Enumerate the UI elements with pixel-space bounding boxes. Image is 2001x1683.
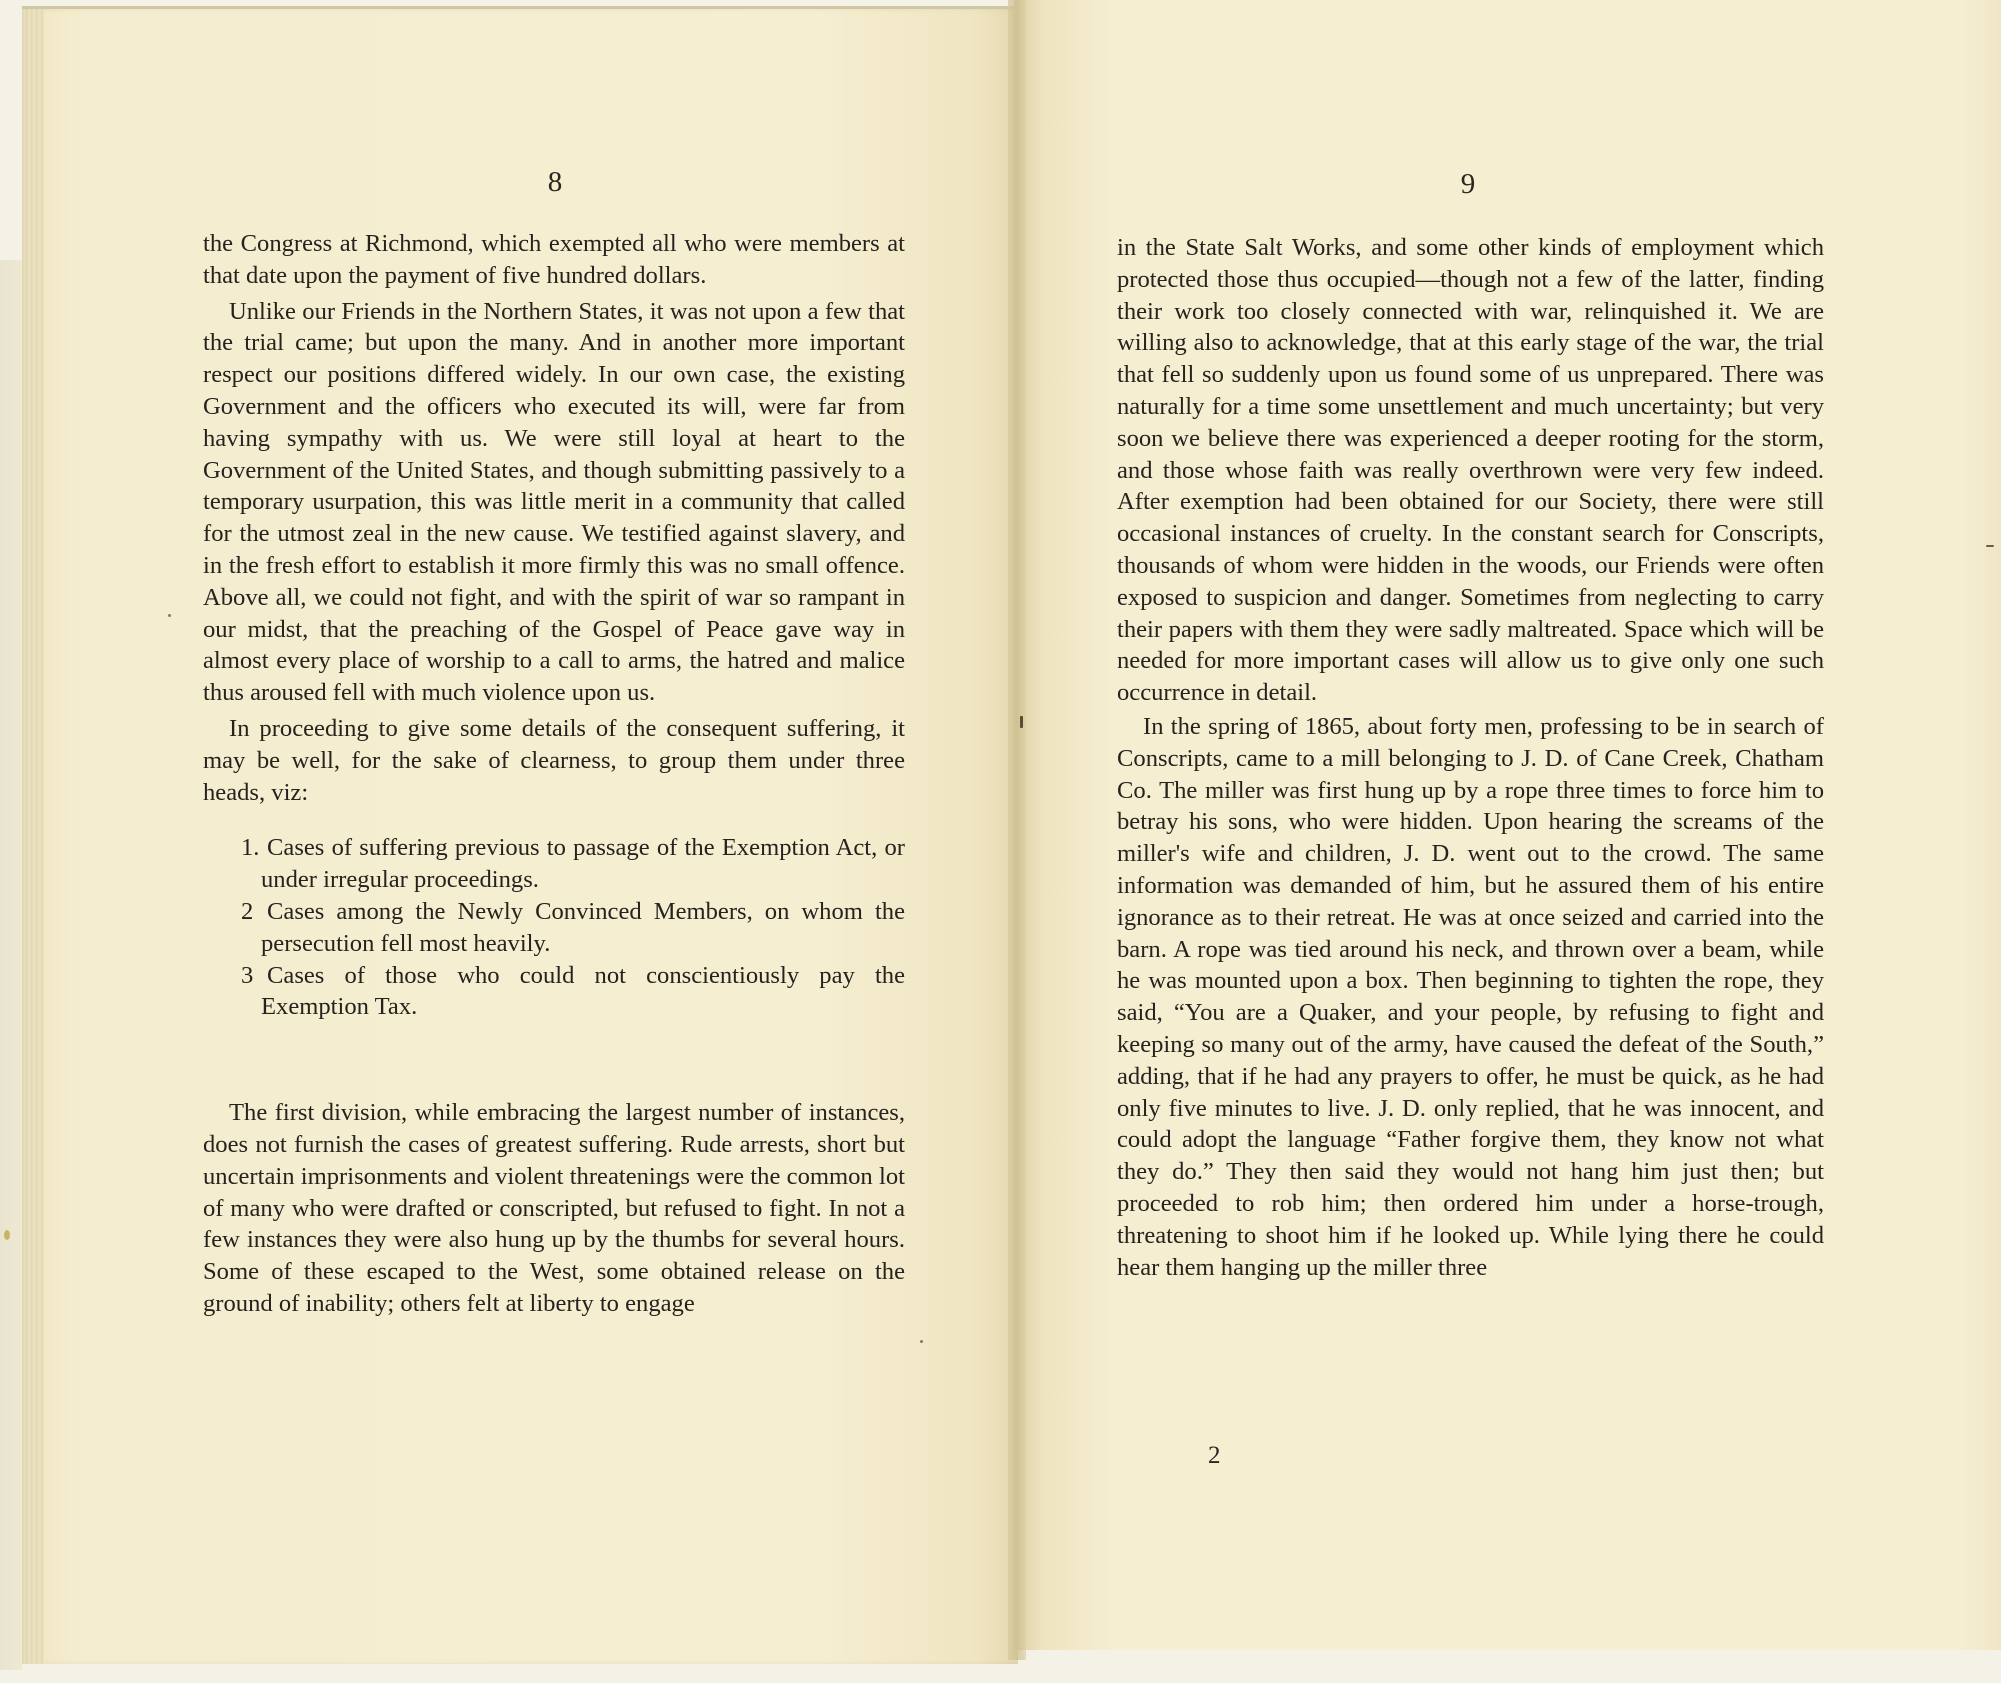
- paper-speck: [1020, 716, 1023, 728]
- left-paragraph-2: Unlike our Friends in the Northern States, it was not upon a few that the trial came; but upon the many. And in another more important respect our positions differed widely. In our own case, the existing Government and the officers who executed its will, were far from having sympathy with us. We were still loyal at heart to the Government of the United States, and though submitting passively to a temporary usurpation, this was little merit in a community that called for the utmost zeal in the new cause. We testified against slavery, and in the fresh effort to establish it more firmly this was no small offence. Above all, we could not fight, and with the spirit of war so rampant in our midst, that the preaching of the Gospel of Peace gave way in almost every place of worship to a call to arms, the hatred and malice thus aroused fell with much violence upon us.: [203, 297, 905, 707]
- list-item-text: Cases of those who could not conscientiously pay the Exemption Tax.: [261, 961, 905, 1021]
- list-item-number: 3: [241, 961, 254, 989]
- paper-speck: [920, 1340, 923, 1343]
- book-gutter: [1008, 0, 1026, 1660]
- left-paragraph-4: The first division, while embracing the largest number of instances, does not furnish the cases of greatest suffering. Rude arrests, short but uncertain imprisonments and violent threatenings were the common lot of many who were drafted or conscripted, but refused to fight. In not a few instances they were also hung up by the thumbs for several hours. Some of these escaped to the West, some obtained release on the ground of inability; others felt at liberty to engage: [203, 1099, 905, 1317]
- left-paragraph-1: the Congress at Richmond, which exempted all who were members at that date upon the payment of five hundred dollars.: [203, 230, 905, 289]
- right-paragraph-1: in the State Salt Works, and some other kinds of employment which protected those thus occupied—though not a few of the latter, finding their work too closely connected with war, relinquished it. We are willing also to acknowledge, that at this early stage of the war, the trial that fell so suddenly upon us found some of us unprepared. There was naturally for a time some unsettlement and much uncertainty; but very soon we believe there was experienced a deeper rooting for the storm, and those whose faith was really overthrown were very few indeed. After exemption had been obtained for our Society, there were still occasional instances of cruelty. In the constant search for Conscripts, thousands of whom were hidden in the woods, our Friends were often exposed to suspicion and danger. Sometimes from neglecting to carry their papers with them they were sadly maltreated. Space which will be needed for more important cases will allow us to give only one such occurrence in detail.: [1117, 234, 1824, 707]
- paper-speck: [4, 1230, 10, 1240]
- list-item-number: 2: [241, 897, 254, 925]
- right-page-number: 9: [1460, 168, 1476, 200]
- heads-list: [203, 832, 905, 1023]
- right-page-text: [1117, 232, 1824, 1283]
- list-item-text: Cases of suffering previous to passage of the Exemption Act, or under irregular proceedings.: [261, 834, 905, 894]
- signature-mark: 2: [1208, 1442, 1221, 1469]
- left-page-text: [203, 228, 905, 1320]
- paper-speck: [168, 614, 171, 617]
- left-paragraph-3: In proceeding to give some details of the consequent suffering, it may be well, for the sake of clearness, to group them under three heads, viz:: [203, 714, 905, 806]
- list-item: [203, 896, 905, 960]
- page-edge: [0, 260, 22, 1670]
- list-item: [203, 960, 905, 1024]
- list-item: [203, 832, 905, 896]
- list-item-number: 1.: [241, 834, 260, 862]
- left-page-number: 8: [547, 166, 563, 198]
- list-item-text: Cases among the Newly Convinced Members, on whom the persecution fell most heavily.: [261, 897, 905, 957]
- right-paragraph-2: In the spring of 1865, about forty men, professing to be in search of Conscripts, came to a mill belonging to J. D. of Cane Creek, Chatham Co. The miller was first hung up by a rope three times to force him to betray his sons, who were hidden. Upon hearing the screams of the miller's wife and children, J. D. went out to the crowd. The same information was demanded of him, but he assured them of his entire ignorance as to their retreat. He was at once seized and carried into the barn. A rope was tied around his neck, and thrown over a beam, while he was mounted upon a box. Then beginning to tighten the rope, they said, “You are a Quaker, and your people, by refusing to fight and keeping so many out of the army, have caused the defeat of the South,” adding, that if he had any prayers to offer, he must be quick, as he had only five minutes to live. J. D. only replied, that he was innocent, and could adopt the language “Father forgive them, they know not what they do.” They then said they would not hang him just then; but proceeded to rob him; then ordered him under a horse-trough, threatening to shoot him if he looked up. While lying there he could hear them hanging up the miller three: [1117, 712, 1824, 1281]
- section-gap: [203, 1023, 905, 1097]
- paper-speck: [1986, 545, 1994, 547]
